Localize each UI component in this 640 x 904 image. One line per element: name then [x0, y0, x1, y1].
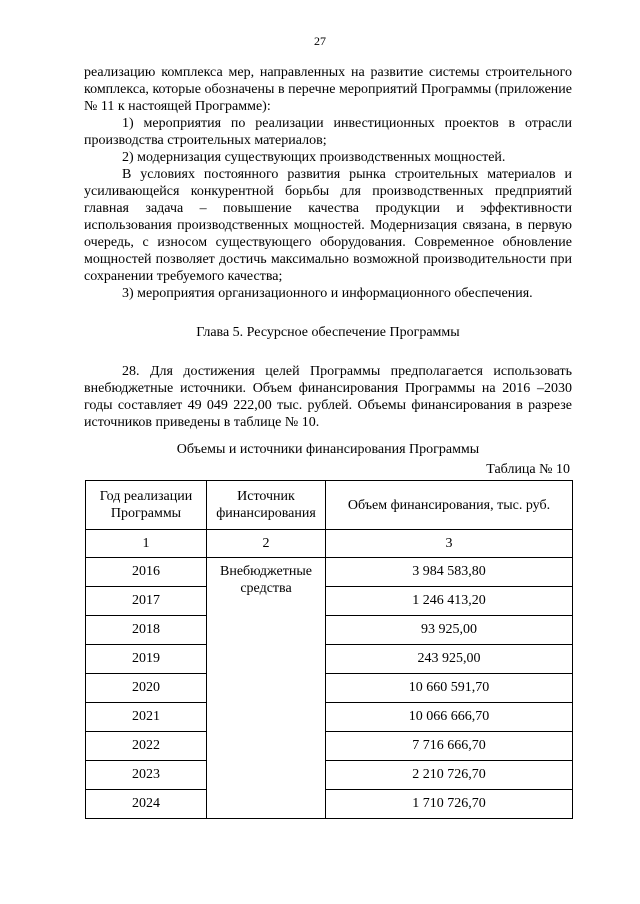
paragraph: 1) мероприятия по реализации инвестиционных проектов в отрасли производства строительных материалов;	[84, 116, 572, 148]
table-row	[86, 558, 573, 587]
index-cell: 2	[207, 530, 326, 558]
table-row	[86, 674, 573, 703]
index-cell: 3	[326, 530, 573, 558]
amount-cell: 2 210 726,70	[326, 761, 573, 790]
year-cell: 2022	[86, 732, 207, 761]
amount-cell: 1 246 413,20	[326, 587, 573, 616]
amount-cell: 7 716 666,70	[326, 732, 573, 761]
amount-cell: 1 710 726,70	[326, 790, 573, 819]
table-row	[86, 790, 573, 819]
table-row	[86, 645, 573, 674]
index-cell: 1	[86, 530, 207, 558]
header-amount: Объем финансирования, тыс. руб.	[326, 481, 573, 530]
table-row	[86, 732, 573, 761]
amount-cell: 10 660 591,70	[326, 674, 573, 703]
table-number: Таблица № 10	[486, 462, 570, 477]
header-year: Год реализации Программы	[86, 481, 207, 530]
paragraph: 3) мероприятия организационного и информационного обеспечения.	[122, 286, 533, 301]
amount-cell: 243 925,00	[326, 645, 573, 674]
table-row	[86, 587, 573, 616]
body-text	[84, 64, 572, 431]
chapter-title: Глава 5. Ресурсное обеспечение Программы	[196, 325, 460, 340]
year-cell: 2023	[86, 761, 207, 790]
index-row	[86, 530, 573, 558]
year-cell: 2021	[86, 703, 207, 732]
year-cell: 2016	[86, 558, 207, 587]
year-cell: 2017	[86, 587, 207, 616]
table-title: Объемы и источники финансирования Программы	[176, 442, 480, 457]
year-cell: 2018	[86, 616, 207, 645]
year-cell: 2019	[86, 645, 207, 674]
paragraph: В условиях постоянного развития рынка строительных материалов и усиливающейся конкурентной борьбы для производственных предприятий главная задача – повышение качества продукции и эффективности использования производственных мощностей. Модернизация связана, в первую очередь, с износом существующего оборудования. Современное обновление мощностей позволяет достичь максимально возможной производительности при сохранении требуемого качества;	[84, 167, 572, 284]
financing-table	[85, 480, 573, 819]
page-number: 27	[314, 34, 326, 48]
source-cell: Внебюджетные средства	[207, 558, 326, 819]
amount-cell: 93 925,00	[326, 616, 573, 645]
paragraph: реализацию комплекса мер, направленных на развитие системы строительного комплекса, которые обозначены в перечне мероприятий Программы (приложение № 11 к настоящей Программе):	[84, 65, 572, 114]
amount-cell: 3 984 583,80	[326, 558, 573, 587]
year-cell: 2024	[86, 790, 207, 819]
paragraph-28: 28. Для достижения целей Программы предполагается использовать внебюджетные источники. Объем финансирования Программы на 2016 –2030 годы составляет 49 049 222,00 тыс. рублей. Объемы финансирования в разрезе источников приведены в таблице № 10.	[84, 364, 572, 430]
year-cell: 2020	[86, 674, 207, 703]
paragraph: 2) модернизация существующих производственных мощностей.	[122, 150, 506, 165]
amount-cell: 10 066 666,70	[326, 703, 573, 732]
header-source: Источник финансирования	[207, 481, 326, 530]
table-row	[86, 703, 573, 732]
table-row	[86, 616, 573, 645]
table-row	[86, 761, 573, 790]
